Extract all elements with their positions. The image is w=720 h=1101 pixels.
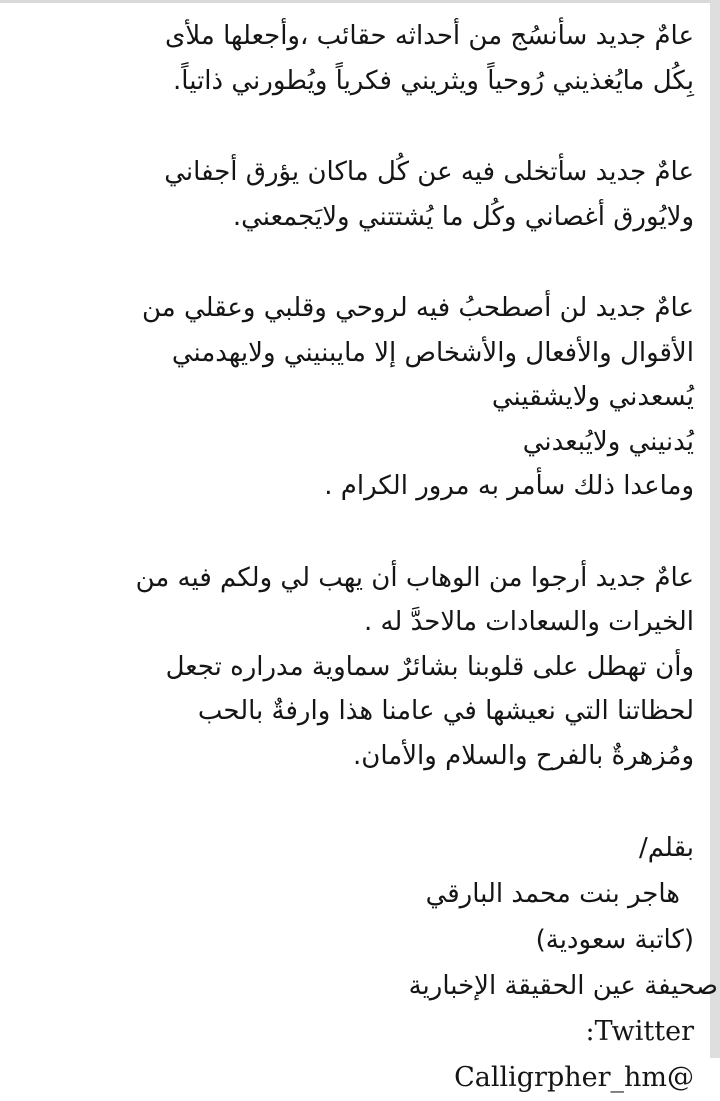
text-line: ومُزهرةٌ بالفرح والسلام والأمان. [353,740,694,771]
text-line: يُدنيني ولايُبعدني [522,426,694,457]
text-line: وأن تهطل على قلوبنا بشائرٌ سماوية مدراره تجعل [165,651,694,682]
byline-label: بقلم/ [638,833,694,863]
text-line: بِكُل مايُغذيني رُوحياً ويثريني فكرياً ويُطورني ذاتياً. [173,65,694,96]
text-line: عامٌ جديد سأنسُج من أحداثه حقائب ،وأجعلها ملأى [165,21,694,51]
twitter-label: :Twitter [585,1016,694,1047]
author-role: (كاتبة سعودية) [535,925,694,955]
paragraph-4 [54,556,694,779]
right-edge [710,0,720,1058]
text-line: عامٌ جديد سأتخلى فيه عن كُل ماكان يؤرق أجفاني [164,157,694,187]
text-line: عامٌ جديد لن أصطحبُ فيه لروحي وقلبي وعقلي من [141,293,694,323]
paragraph-2 [54,150,694,239]
text-line: لحظاتنا التي نعيشها في عامنا هذا وارفةٌ بالحب [197,696,694,726]
signature-block [54,825,718,1101]
text-line: وماعدا ذلك سأمر به مرور الكرام . [324,471,694,501]
text-line: عامٌ جديد أرجوا من الوهاب أن يهب لي ولكم فيه من [135,562,694,593]
text-line: الأقوال والأفعال والأشخاص إلا مايبنيني ولايهدمني [171,337,694,368]
author-name: هاجر بنت محمد البارقي [425,879,680,909]
top-edge [0,0,720,3]
paragraph-3 [54,286,694,509]
text-line: يُسعدني ولايشقيني [491,382,694,412]
text-line: الخيرات والسعادات مالاحدَّ له . [363,607,694,637]
twitter-handle[interactable]: Calligrpher_hm@ [454,1062,694,1093]
text-line: ولايُورق أغصاني وكُل ما يُشتتني ولايَجمعني. [232,201,694,232]
paragraph-1 [54,14,694,103]
article-body [54,14,718,1101]
publication-name: صحيفة عين الحقيقة الإخبارية [408,971,718,1001]
